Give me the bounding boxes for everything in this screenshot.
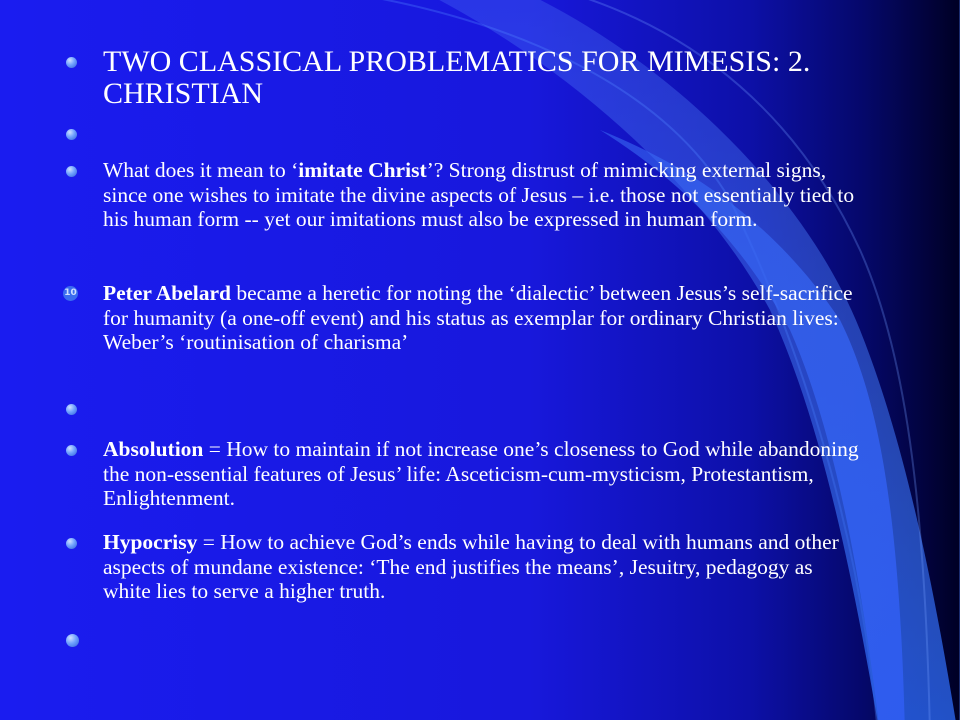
bullet-icon [66, 404, 77, 415]
text-run: ’? Strong distrust of mimicking external signs, since one wishes to imitate the divine aspects of Jesus – i.e. those not essentially tied to his human form -- yet our imitations must also be expressed in human form. [103, 158, 855, 231]
bullet-icon [66, 634, 79, 647]
text-run-bold: Absolution [103, 437, 204, 461]
bullet-text [103, 158, 863, 232]
bullet-icon [66, 445, 77, 456]
bullet-text [103, 530, 863, 604]
bullet-text [103, 437, 863, 511]
text-run: = How to maintain if not increase one’s closeness to God while abandoning the non-essential features of Jesus’ life: Asceticism-cum-mysticism, Protestantism, Enlightenment. [103, 437, 859, 510]
bullet-icon [66, 538, 77, 549]
text-run: became a heretic for noting the ‘dialectic’ between Jesus’s self-sacrifice for humanity (a one-off event) and his status as exemplar for ordinary Christian lives: Weber’s ‘routinisation of charisma’ [103, 281, 853, 354]
bullet-text [103, 281, 863, 355]
text-run-bold: Peter Abelard [103, 281, 231, 305]
numbered-bullet-icon: 10 [63, 286, 78, 301]
bullet-icon [66, 129, 77, 140]
slide-title: TWO CLASSICAL PROBLEMATICS FOR MIMESIS: 2. CHRISTIAN [103, 45, 811, 110]
bullet-icon [66, 166, 77, 177]
text-run: What does it mean to ‘ [103, 158, 299, 182]
text-run-bold: imitate Christ [298, 158, 427, 182]
bullet-icon [66, 57, 77, 68]
text-run: = How to achieve God’s ends while having to deal with humans and other aspects of mundane existence: ‘The end justifies the means’, Jesuitry, pedagogy as white lies to serve a higher truth. [103, 530, 839, 603]
text-run-bold: Hypocrisy [103, 530, 198, 554]
